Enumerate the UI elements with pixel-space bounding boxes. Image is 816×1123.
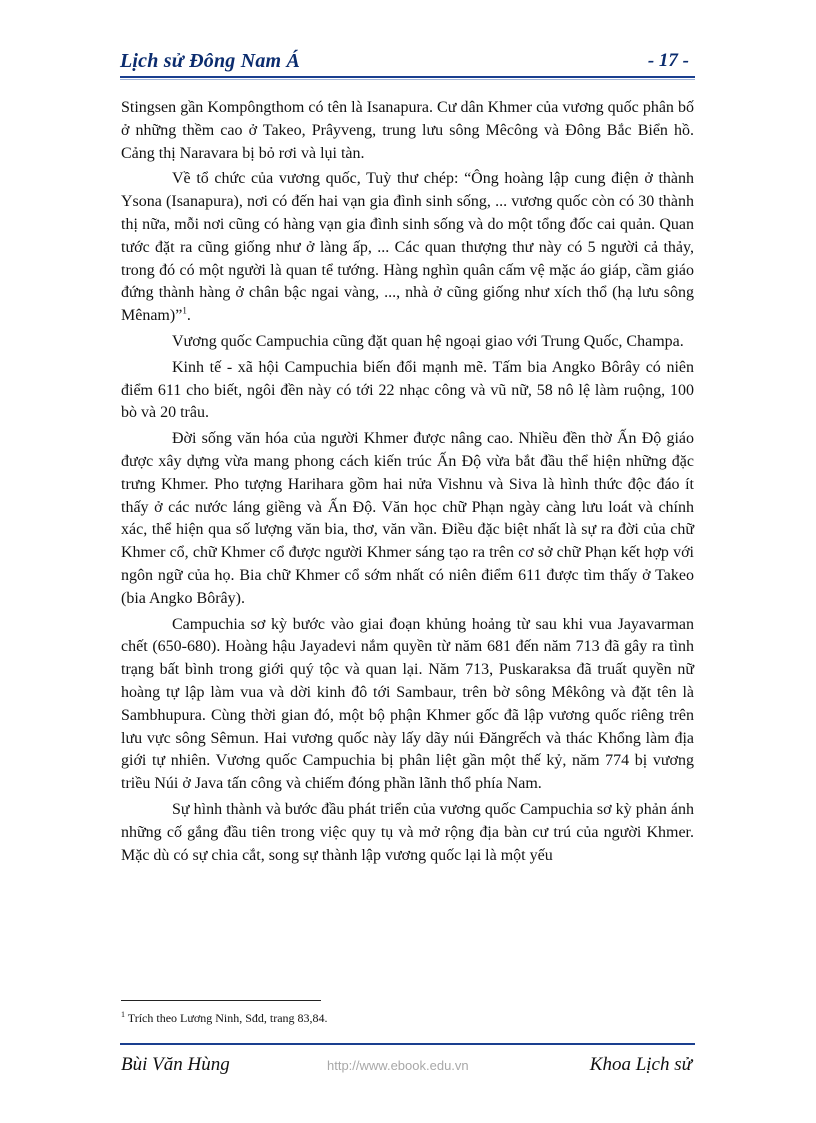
header-title: Lịch sử Đông Nam Á: [120, 50, 301, 72]
footer-department: Khoa Lịch sử: [589, 1054, 692, 1075]
footnote-text: Trích theo Lương Ninh, Sđd, trang 83,84.: [127, 1011, 328, 1025]
paragraph: Về tổ chức của vương quốc, Tuỳ thư chép: “Ông hoàng lập cung điện ở thành Ysona (Isanapura), nơi có đến hai vạn gia đình sinh sống, ... vương quốc còn có 30 thành thị nữa, mỗi nơi cũng có hàng vạn gia đình sinh sống và do một tổng đốc cai quản. Quan tước đặt ra cũng giống như ở làng ấp, ... Các quan thượng thư này có 5 người cả thảy, trong đó có một người là quan tể tướng. Hàng nghìn quân cấm vệ mặc áo giáp, cầm giáo đứng thành hàng ở chân bậc ngai vàng, ..., nhà ở cũng giống như xích thổ (hạ lưu sông Mênam)”$^1$.: [121, 170, 694, 325]
paragraph: Campuchia sơ kỳ bước vào giai đoạn khủng hoảng từ sau khi vua Jayavarman chết (650-680). Hoàng hậu Jayadevi nắm quyền từ năm 681 đến năm 713 đã gây ra tình trạng bất bình trong giới quý tộc và quan lại. Năm 713, Puskaraksa đã truất quyền nữ hoàng tự lập làm vua và dời kinh đô tới Sambaur, trên bờ sông Mêkông và đặt tên là Sambhupura. Cùng thời gian đó, một bộ phận Khmer gốc đã lập vương quốc riêng trên lưu vực sông Sêmun. Hai vương quốc này lấy dãy núi Đăngrếch và thác Khổng làm địa giới tự nhiên. Vương quốc Campuchia bị phân liệt gần một thế kỷ, năm 774 bị vương triều Núi ở Java tấn công và chiếm đóng phần lãnh thổ phía Nam.: [121, 615, 694, 793]
paragraph: Stingsen gần Kompôngthom có tên là Isanapura. Cư dân Khmer của vương quốc phân bố ở những thềm cao ở Takeo, Prâyveng, trung lưu sông Mêcông và Đông Bắc Biển hồ. Cảng thị Naravara bị bỏ rơi và lụi tàn.: [121, 99, 694, 162]
body-text: [121, 97, 694, 870]
footer-author: Bùi Văn Hùng: [121, 1054, 230, 1075]
footnote-marker: 1: [182, 305, 187, 316]
header-divider: [120, 76, 695, 78]
paragraph-text: Về tổ chức của vương quốc, Tuỳ thư chép: “Ông hoàng lập cung điện ở thành Ysona (Isanapura), nơi có đến hai vạn gia đình sinh sống, ... vương quốc còn có 30 thành thị nữa, mỗi nơi cũng có hàng vạn gia đình sinh sống và do một tổng đốc cai quản. Quan tước đặt ra cũng giống như ở làng ấp, ... Các quan thượng thư này có 5 người cả thảy, trong đó có một người là quan tể tướng. Hàng nghìn quân cấm vệ mặc áo giáp, cầm giáo đứng thành hàng ở chân bậc ngai vàng, ..., nhà ở cũng giống như xích thổ (hạ lưu sông Mênam)”: [121, 170, 694, 325]
paragraph: Kinh tế - xã hội Campuchia biến đổi mạnh mẽ. Tấm bia Angko Bôrây có niên điểm 611 cho biết, ngôi đền này có tới 22 nhạc công và vũ nữ, 58 nô lệ làm ruộng, 100 bò và 20 trâu.: [121, 358, 694, 422]
header-divider-shadow: [120, 79, 695, 80]
footnote-divider: [121, 1000, 321, 1001]
page-header: [120, 50, 695, 78]
paragraph: Đời sống văn hóa của người Khmer được nâng cao. Nhiều đền thờ Ấn Độ giáo được xây dựng vừa mang phong cách kiến trúc Ấn Độ vừa bắt đầu thể hiện những đặc trưng Khmer. Pho tượng Harihara gồm hai nửa Vishnu và Siva là hình thức độc đáo ít thấy ở các nước láng giềng và Ấn Độ. Văn học chữ Phạn ngày càng lưu loát và chính xác, thể hiện qua số lượng văn bia, thơ, văn vần. Điều đặc biệt nhất là sự ra đời của chữ Khmer cổ, chữ Khmer cổ được người Khmer sáng tạo ra trên cơ sở chữ Phạn kết hợp với ngôn ngữ của họ. Bia chữ Khmer cổ sớm nhất có niên điểm 611 được tìm thấy ở Takeo (bia Angko Bôrây).: [121, 430, 694, 607]
page-number: - 17 -: [647, 50, 689, 71]
paragraph: Sự hình thành và bước đầu phát triển của vương quốc Campuchia sơ kỳ phản ánh những cố gắng đầu tiên trong việc quy tụ và mở rộng địa bàn cư trú của người Khmer. Mặc dù có sự chia cắt, song sự thành lập vương quốc lại là một yếu: [121, 800, 694, 864]
footer-url-link[interactable]: http://www.ebook.edu.vn: [327, 1058, 469, 1073]
footnote: [121, 1011, 328, 1026]
footer-divider: [120, 1043, 695, 1045]
paragraph: Vương quốc Campuchia cũng đặt quan hệ ngoại giao với Trung Quốc, Champa.: [172, 332, 684, 350]
footnote-number: 1: [121, 1010, 125, 1019]
